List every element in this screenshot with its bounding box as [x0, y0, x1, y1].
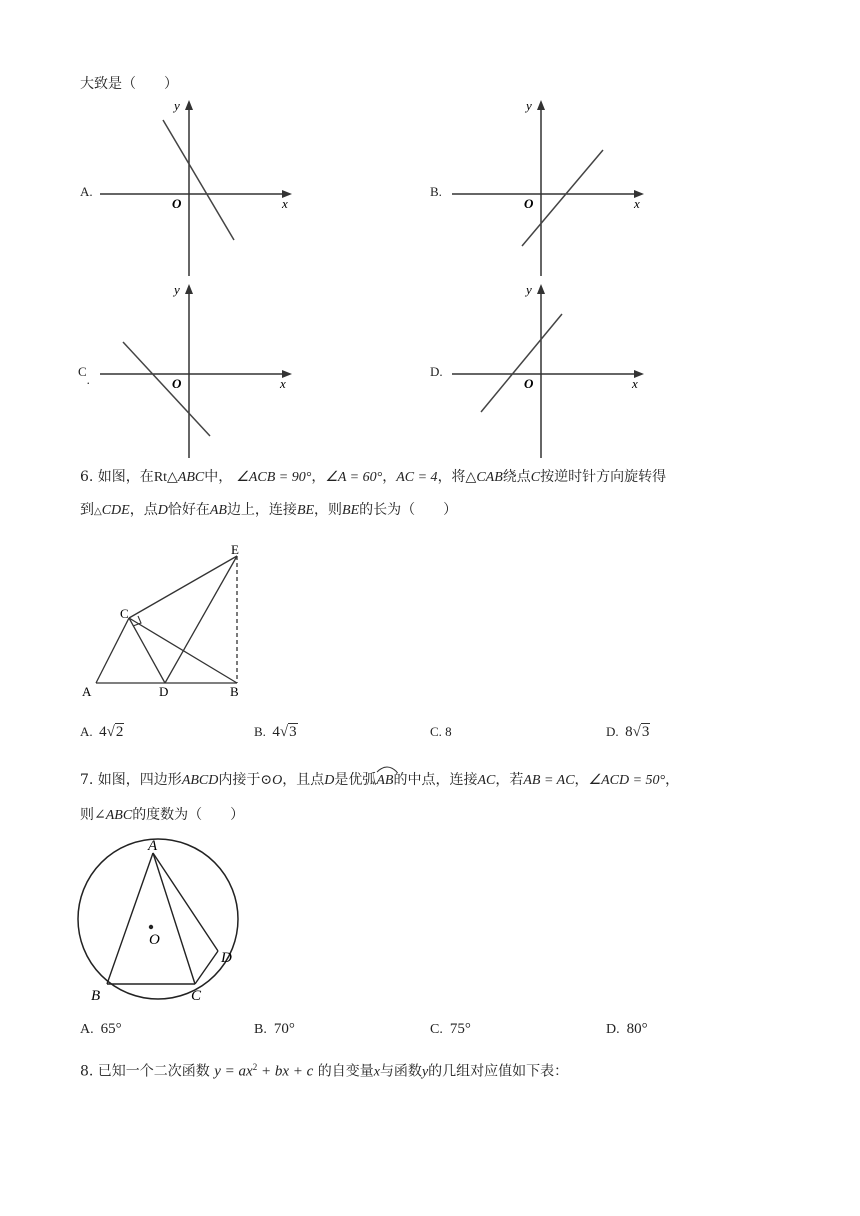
- label-c: C: [120, 606, 129, 621]
- graph-line: [163, 120, 234, 240]
- question-6-line-1: 6. 如图，在Rt△ABC中， ∠ACB = 90°，∠A = 60°，AC = 4，将△CAB绕点C按逆时针方向旋转得: [80, 469, 667, 485]
- q7-option-a[interactable]: A. 65°: [80, 1021, 122, 1037]
- q5-option-c-graph: [96, 282, 296, 458]
- y-axis-arrow-icon: [537, 284, 545, 294]
- question-8-line-1: 8. 已知一个二次函数 $y = ax^2$ + bx + c 的自变量x与函数y的几组对应值如下表：: [80, 1062, 569, 1080]
- y-axis-label: y: [526, 98, 532, 113]
- label-e: E: [231, 542, 239, 557]
- q5-option-a-label[interactable]: A.: [80, 184, 93, 199]
- label-a: A: [148, 838, 158, 854]
- center-point: [149, 925, 153, 929]
- x-axis-label: x: [282, 196, 288, 211]
- y-axis-label: y: [174, 98, 180, 113]
- label-d: D: [221, 950, 232, 966]
- label-b: B: [230, 684, 239, 699]
- y-axis-arrow-icon: [185, 100, 193, 110]
- y-axis-label: y: [174, 282, 180, 297]
- q6-option-a[interactable]: A. 4√2: [80, 724, 124, 740]
- q6-option-d[interactable]: D. 8√3: [606, 724, 650, 740]
- graph-line: [123, 342, 210, 436]
- label-c: C: [191, 988, 202, 1004]
- y-axis-arrow-icon: [185, 284, 193, 294]
- y-axis-label: y: [526, 282, 532, 297]
- q5-option-d-graph: [448, 282, 648, 458]
- graph-line: [522, 150, 603, 246]
- q5-option-d-label[interactable]: D.: [430, 364, 443, 379]
- question-7-line-1: 7. 如图，四边形ABCD内接于⊙O，且点D是优弧 AB的中点，连接AC，若AB = AC，∠ACD = 50°，: [80, 770, 679, 788]
- origin-label: O: [524, 376, 534, 391]
- question-7-line-2: 则∠ABC的度数为（ ）: [80, 807, 245, 823]
- q5-option-b-label[interactable]: B.: [430, 184, 442, 199]
- graph-line: [481, 314, 562, 412]
- arc-mark-icon: [376, 765, 398, 773]
- y-axis-arrow-icon: [537, 100, 545, 110]
- origin-label: O: [524, 196, 534, 211]
- x-axis-label: x: [280, 376, 286, 391]
- q5-option-a-graph: [96, 98, 296, 276]
- q7-option-c[interactable]: C. 75°: [430, 1021, 471, 1037]
- question-5-tail: 大致是（ ）: [80, 76, 178, 92]
- x-axis-label: x: [632, 376, 638, 391]
- label-d: D: [159, 684, 169, 699]
- label-o: O: [149, 932, 160, 948]
- q7-option-b[interactable]: B. 70°: [254, 1021, 295, 1037]
- label-a: A: [82, 684, 92, 699]
- label-b: B: [91, 988, 101, 1004]
- question-7-figure: [74, 834, 254, 1010]
- q6-option-b[interactable]: B. 4√3: [254, 724, 297, 740]
- question-6-line-2: 到△CDE，点D恰好在AB边上，连接BE，则BE的长为（ ）: [80, 502, 458, 518]
- question-6-figure: [76, 540, 256, 700]
- x-axis-label: x: [634, 196, 640, 211]
- q5-option-b-graph: [448, 98, 648, 276]
- origin-label: O: [172, 196, 182, 211]
- q6-option-c[interactable]: C. 8: [430, 724, 452, 739]
- origin-label: O: [172, 376, 182, 391]
- q5-option-c-label[interactable]: C.: [78, 364, 90, 387]
- q7-option-d[interactable]: D. 80°: [606, 1021, 648, 1037]
